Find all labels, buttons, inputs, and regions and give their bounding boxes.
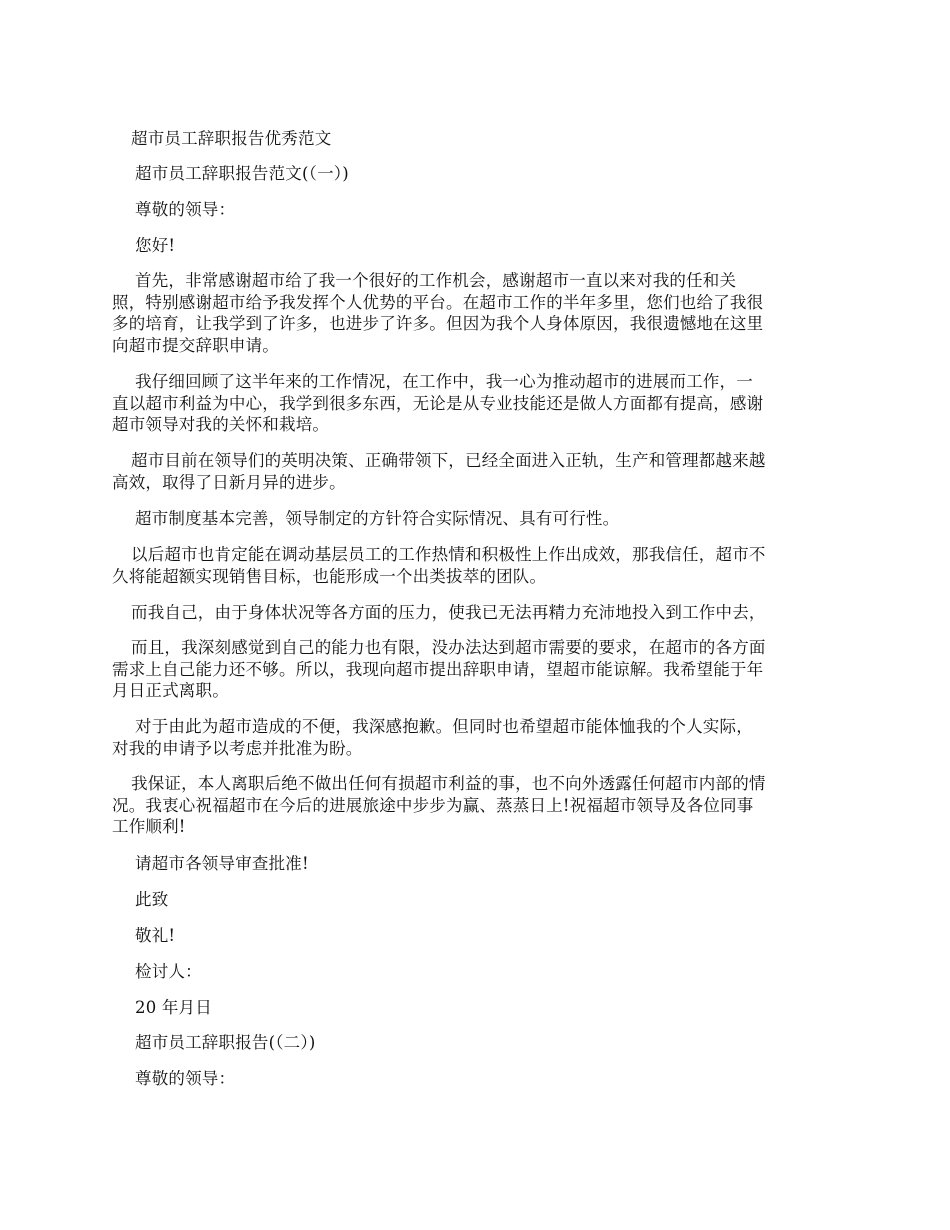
paragraph-line: 对于由此为超市造成的不便，我深感抱歉。但同时也希望超市能体恤我的个人实际，: [135, 717, 753, 736]
paragraph-line: 超市制度基本完善，领导制定的方针符合实际情况、具有可行性。: [135, 509, 620, 528]
paragraph-2: [112, 371, 832, 436]
signer-label: 检讨人：: [135, 962, 202, 981]
paragraph-line: 我仔细回顾了这半年来的工作情况，在工作中，我一心为推动超市的进展而工作，一: [135, 372, 753, 391]
paragraph-line: 首先，非常感谢超市给了我一个很好的工作机会，感谢超市一直以来对我的任和关: [135, 271, 737, 290]
paragraph-line: 需求上自己能力还不够。所以，我现向超市提出辞职申请，望超市能谅解。我希望能于年: [112, 659, 764, 679]
paragraph-line: 超市领导对我的关怀和栽培。: [112, 415, 330, 434]
salutation: 尊敬的领导：: [135, 200, 236, 219]
paragraph-4: [112, 508, 832, 530]
approval-request: 请超市各领导审查批准!: [135, 854, 309, 873]
paragraph-line: 照，特别感谢超市给予我发挥个人优势的平台。在超市工作的半年多里，您们也给了我很: [112, 292, 764, 312]
paragraph-line: 月日正式离职。: [112, 681, 229, 700]
paragraph-3: [112, 450, 832, 493]
paragraph-8: [112, 716, 832, 759]
document-title: 超市员工辞职报告优秀范文: [131, 129, 332, 148]
paragraph-line: 而且，我深刻感觉到自己的能力也有限，没办法达到超市需要的要求，在超市的各方面: [131, 638, 766, 657]
section-heading-2: 超市员工辞职报告(（二）): [135, 1033, 316, 1052]
paragraph-6: [112, 602, 832, 624]
paragraph-line: 久将能超额实现销售目标，也能形成一个出类拔萃的团队。: [112, 566, 547, 586]
paragraph-line: 而我自己，由于身体状况等各方面的压力，使我已无法再精力充沛地投入到工作中去，: [131, 603, 766, 622]
paragraph-line: 向超市提交辞职申请。: [112, 335, 279, 355]
salutation-2: 尊敬的领导：: [135, 1069, 236, 1088]
closing-line-1: 此致: [135, 890, 169, 909]
paragraph-line: 对我的申请予以考虑并批准为盼。: [112, 738, 363, 758]
closing-line-2: 敬礼!: [135, 926, 176, 945]
date-line: 20 年月日: [135, 998, 212, 1017]
paragraph-line: 直以超市利益为中心，我学到很多东西，无论是从专业技能还是做人方面都有提高，感谢: [112, 393, 764, 413]
paragraph-5: [112, 544, 832, 587]
paragraph-line: 我保证，本人离职后绝不做出任何有损超市利益的事，也不向外透露任何超市内部的情: [131, 774, 766, 793]
paragraph-7: [112, 637, 832, 702]
paragraph-1: [112, 270, 832, 356]
paragraph-line: 况。我衷心祝福超市在今后的进展旅途中步步为赢、蒸蒸日上!祝福超市领导及各位同事: [112, 795, 754, 815]
section-heading-1: 超市员工辞职报告范文(（一）): [135, 164, 349, 183]
paragraph-line: 超市目前在领导们的英明决策、正确带领下，已经全面进入正轨，生产和管理都越来越: [131, 451, 766, 470]
paragraph-9: [112, 773, 832, 838]
greeting: 您好!: [135, 236, 176, 255]
paragraph-line: 高效，取得了日新月异的进步。: [112, 472, 346, 492]
paragraph-line: 工作顺利!: [112, 817, 186, 836]
paragraph-line: 以后超市也肯定能在调动基层员工的工作热情和积极性上作出成效，那我信任，超市不: [131, 545, 766, 564]
paragraph-line: 多的培育，让我学到了许多，也进步了许多。但因为我个人身体原因，我很遗憾地在这里: [112, 314, 764, 333]
